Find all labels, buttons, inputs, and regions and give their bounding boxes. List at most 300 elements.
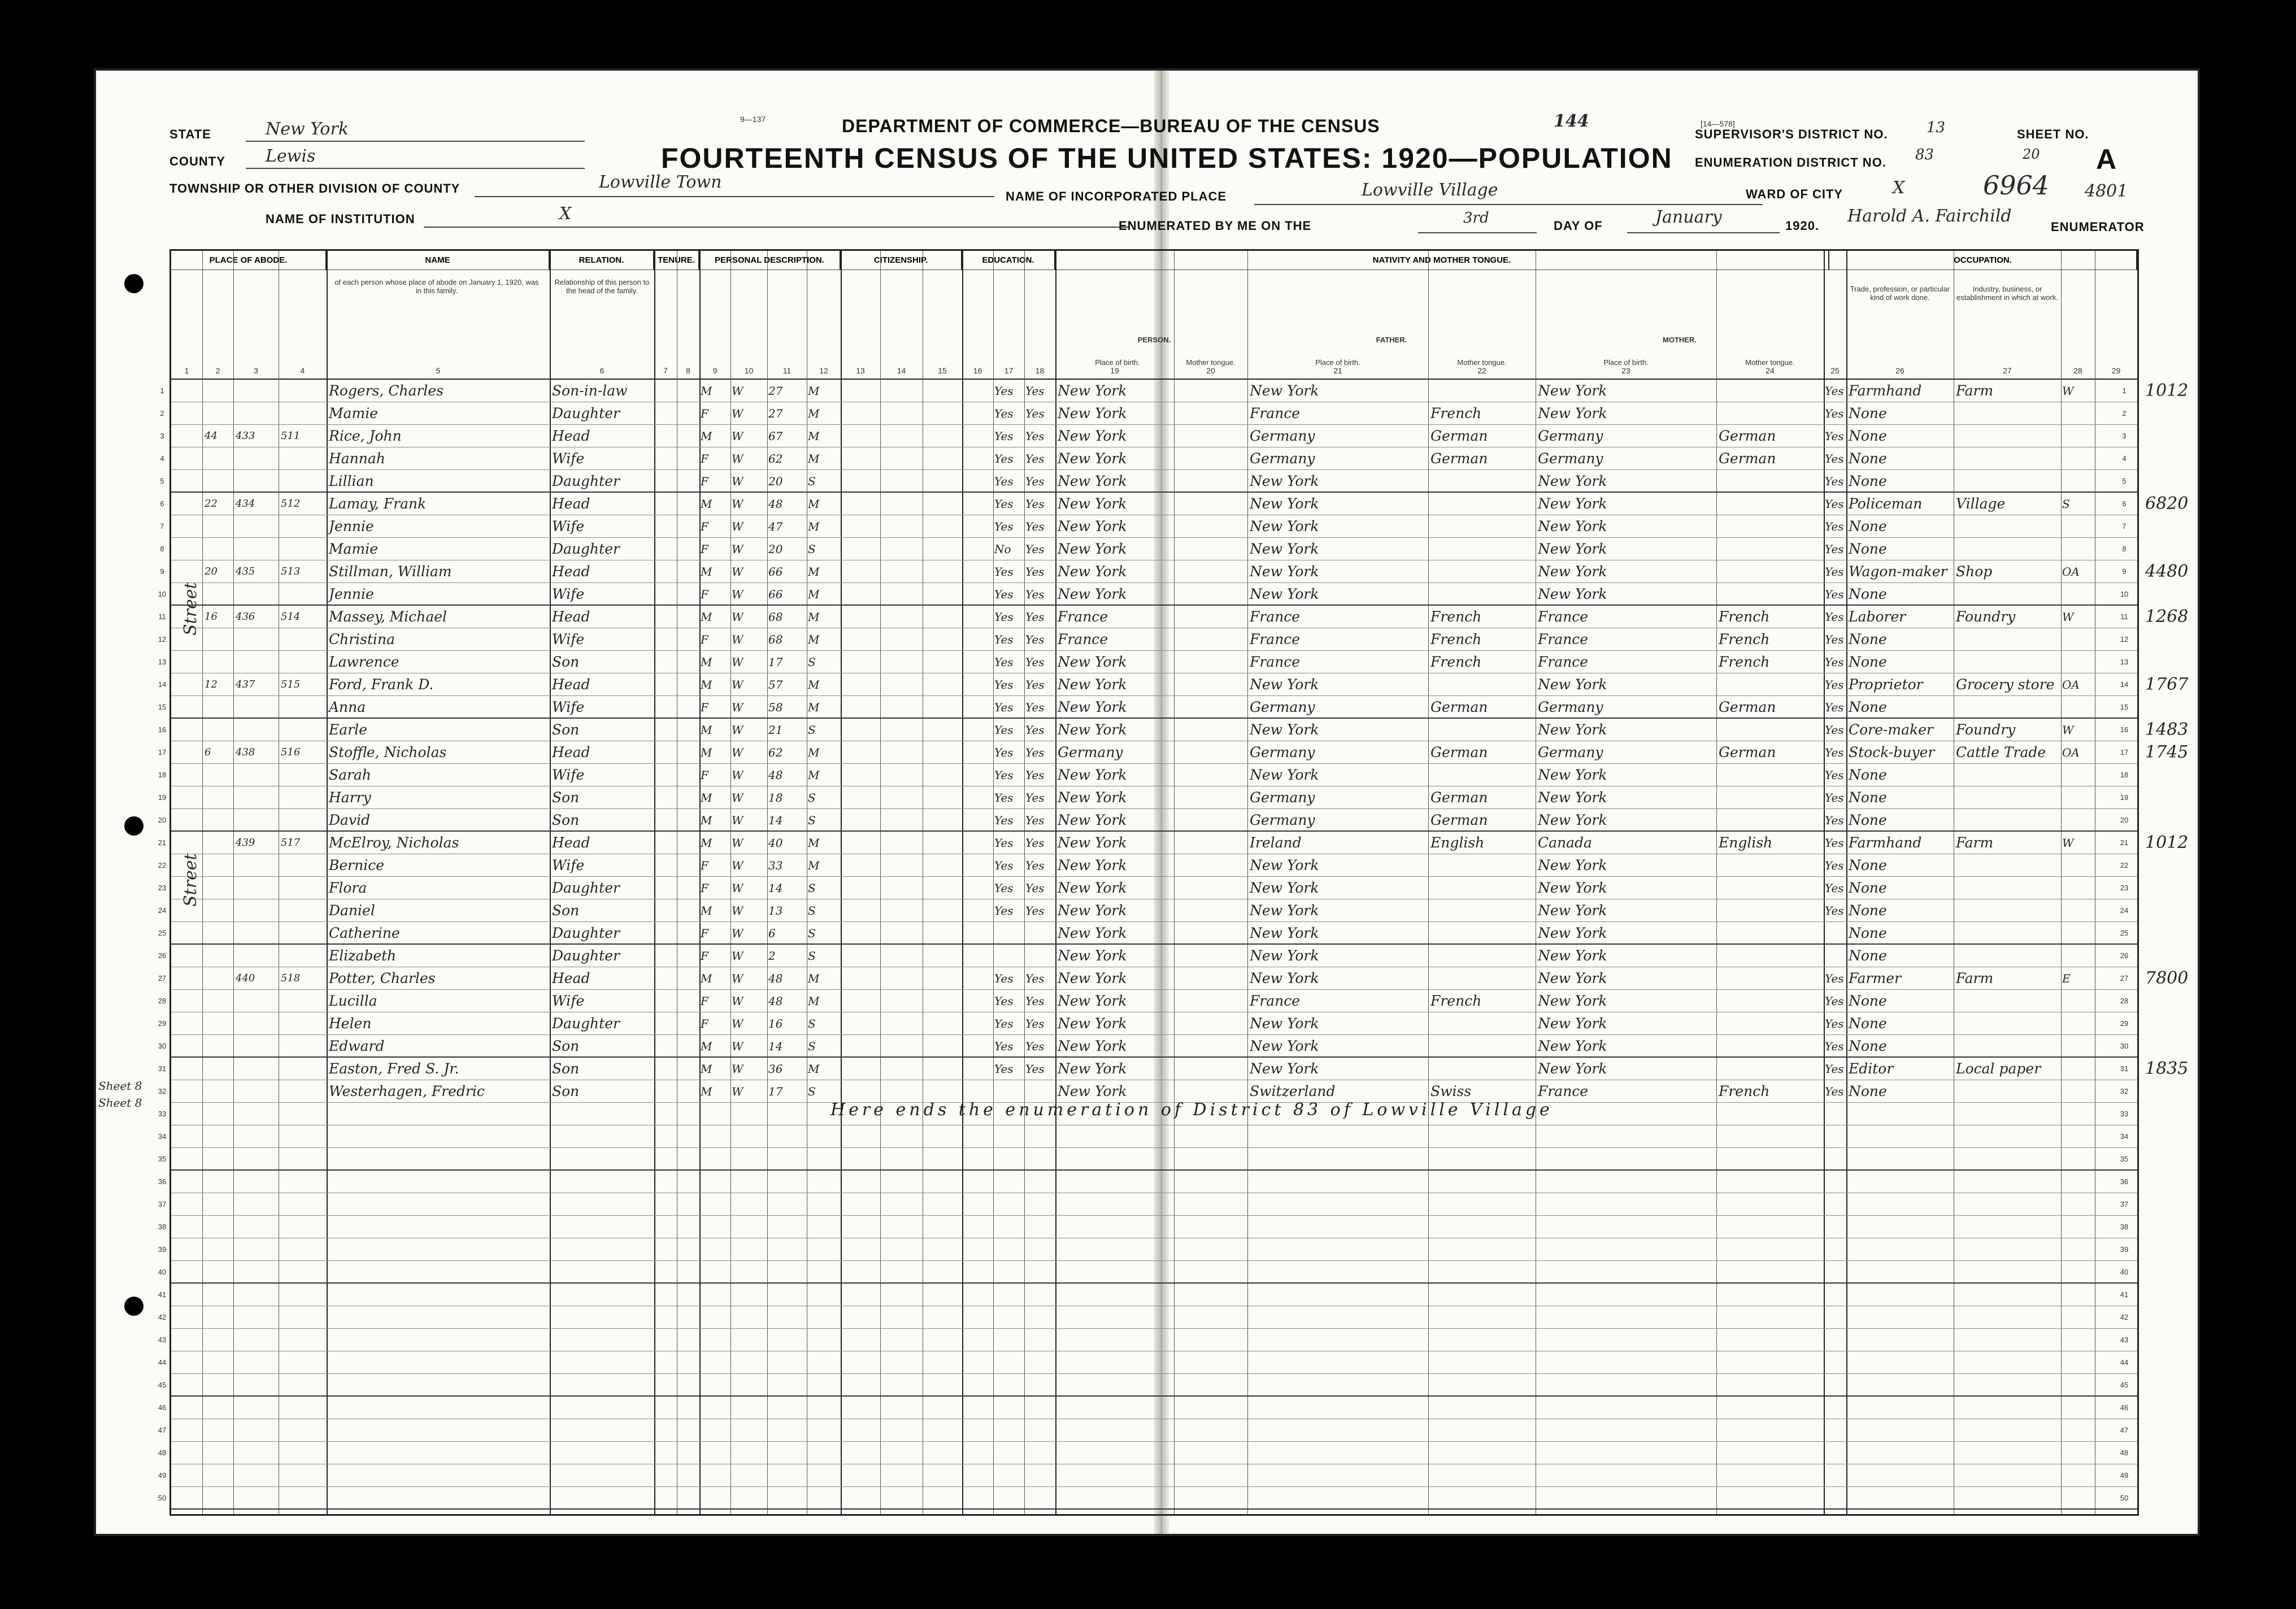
column-number: 9 bbox=[712, 366, 718, 375]
cell-m-birth: France bbox=[1538, 631, 1589, 647]
cell-birth: New York bbox=[1058, 1015, 1127, 1032]
cell-m-birth: New York bbox=[1538, 902, 1607, 919]
cell-write: Yes bbox=[1025, 972, 1045, 985]
cell-trade: Farmhand bbox=[1849, 834, 1922, 851]
table-row bbox=[158, 899, 2137, 922]
row-number: 5 bbox=[160, 477, 164, 485]
cell-marital: M bbox=[808, 701, 820, 714]
cell-color: W bbox=[732, 520, 743, 533]
cell-house: 20 bbox=[205, 566, 218, 577]
cell-relation: Wife bbox=[552, 699, 585, 715]
cell-name: Jennie bbox=[329, 586, 374, 602]
column-number: 19 bbox=[1110, 366, 1119, 375]
cell-class: W bbox=[2062, 723, 2074, 737]
cell-m-birth: New York bbox=[1538, 563, 1607, 580]
cell-name: Rogers, Charles bbox=[329, 382, 444, 399]
cell-read: Yes bbox=[994, 746, 1014, 759]
cell-birth: New York bbox=[1058, 654, 1127, 670]
table-row bbox=[158, 1148, 2137, 1171]
row-number-right: 39 bbox=[2120, 1245, 2129, 1254]
cell-relation: Wife bbox=[552, 586, 585, 602]
cell-house: 6 bbox=[205, 746, 211, 758]
cell-m-birth: New York bbox=[1538, 495, 1607, 512]
cell-birth: New York bbox=[1058, 1038, 1127, 1054]
cell-relation: Son bbox=[552, 654, 580, 670]
row-number-right: 41 bbox=[2120, 1290, 2129, 1299]
row-number: 4 bbox=[160, 454, 164, 463]
cell-age: 58 bbox=[768, 701, 783, 714]
cell-f-tongue: French bbox=[1430, 608, 1482, 625]
right-margin-number: 4480 bbox=[2145, 562, 2189, 581]
cell-house: 44 bbox=[205, 430, 218, 442]
cell-trade: None bbox=[1849, 631, 1887, 647]
cell-marital: S bbox=[808, 904, 816, 917]
cell-age: 57 bbox=[768, 678, 783, 692]
cell-sex: F bbox=[701, 927, 708, 940]
cell-f-tongue: French bbox=[1430, 654, 1482, 670]
cell-marital: M bbox=[808, 1062, 820, 1076]
cell-write: Yes bbox=[1025, 520, 1045, 533]
cell-trade: None bbox=[1849, 450, 1887, 467]
table-row bbox=[158, 719, 2189, 741]
cell-color: W bbox=[732, 384, 743, 398]
cell-f-birth: Germany bbox=[1250, 428, 1315, 444]
cell-name: McElroy, Nicholas bbox=[329, 834, 459, 851]
column-number: 27 bbox=[2003, 366, 2012, 375]
cell-trade: None bbox=[1849, 857, 1887, 873]
cell-name: Stoffle, Nicholas bbox=[329, 744, 447, 760]
cell-f-birth: New York bbox=[1250, 880, 1319, 896]
cell-m-tongue: French bbox=[1719, 631, 1770, 647]
cell-sex: M bbox=[701, 1040, 712, 1053]
row-number-right: 49 bbox=[2120, 1471, 2129, 1480]
cell-trade: Stock-buyer bbox=[1849, 744, 1935, 760]
cell-f-birth: New York bbox=[1250, 1015, 1319, 1032]
table-row bbox=[158, 1306, 2137, 1329]
cell-dwelling: 440 bbox=[236, 972, 255, 984]
cell-trade: None bbox=[1849, 541, 1887, 557]
cell-name: Stillman, William bbox=[329, 563, 452, 580]
row-number: 49 bbox=[158, 1471, 167, 1480]
row-number-right: 34 bbox=[2120, 1132, 2129, 1141]
cell-relation: Daughter bbox=[552, 405, 620, 421]
cell-trade: None bbox=[1849, 699, 1887, 715]
cell-relation: Wife bbox=[552, 993, 585, 1009]
cell-class: OA bbox=[2062, 565, 2080, 579]
cell-age: 14 bbox=[768, 881, 783, 895]
mother-birth-heading: Place of birth. bbox=[1603, 358, 1649, 367]
cell-sex: M bbox=[701, 655, 712, 669]
cell-relation: Wife bbox=[552, 767, 585, 783]
cell-age: 36 bbox=[768, 1062, 783, 1076]
table-row bbox=[160, 447, 2137, 470]
cell-industry: Foundry bbox=[1956, 608, 2016, 625]
cell-write: Yes bbox=[1025, 881, 1045, 895]
cell-m-tongue: French bbox=[1719, 1083, 1770, 1099]
state-label: STATE bbox=[169, 127, 211, 141]
cell-f-birth: New York bbox=[1250, 767, 1319, 783]
right-margin-number: 1835 bbox=[2145, 1059, 2189, 1079]
cell-birth: New York bbox=[1058, 993, 1127, 1009]
column-number: 4 bbox=[300, 366, 305, 375]
cell-birth: France bbox=[1058, 631, 1108, 647]
cell-relation: Son bbox=[552, 902, 580, 919]
row-number: 28 bbox=[158, 997, 167, 1005]
cell-color: W bbox=[732, 881, 743, 895]
cell-trade: None bbox=[1849, 473, 1887, 489]
cell-write: Yes bbox=[1025, 565, 1045, 579]
cell-birth: New York bbox=[1058, 428, 1127, 444]
cell-english: Yes bbox=[1825, 520, 1844, 533]
cell-name: Mamie bbox=[329, 541, 378, 557]
cell-birth: New York bbox=[1058, 902, 1127, 919]
row-number: 19 bbox=[158, 793, 167, 802]
cell-family: 513 bbox=[281, 566, 301, 577]
cell-color: W bbox=[732, 407, 743, 420]
table-row bbox=[158, 1193, 2137, 1216]
cell-english: Yes bbox=[1825, 384, 1844, 398]
cell-birth: France bbox=[1058, 608, 1108, 625]
cell-color: W bbox=[732, 972, 743, 985]
cell-dwelling: 436 bbox=[236, 611, 255, 623]
row-number-right: 11 bbox=[2120, 612, 2128, 621]
cell-color: W bbox=[732, 768, 743, 782]
row-number: 1 bbox=[160, 386, 164, 395]
row-number-right: 23 bbox=[2120, 884, 2129, 892]
cell-m-tongue: German bbox=[1719, 450, 1776, 467]
row-number: 50 bbox=[158, 1494, 167, 1502]
cell-f-birth: New York bbox=[1250, 563, 1319, 580]
cell-m-birth: New York bbox=[1538, 947, 1607, 964]
cell-industry: Farm bbox=[1956, 970, 1994, 986]
cell-f-tongue: French bbox=[1430, 405, 1482, 421]
cell-english: Yes bbox=[1825, 678, 1844, 692]
table-row bbox=[158, 786, 2137, 809]
row-number: 27 bbox=[158, 974, 167, 982]
row-number: 8 bbox=[160, 545, 164, 553]
cell-birth: New York bbox=[1058, 405, 1127, 421]
cell-age: 14 bbox=[768, 814, 783, 827]
cell-write: Yes bbox=[1025, 859, 1045, 872]
cell-marital: M bbox=[808, 565, 820, 579]
cell-m-birth: New York bbox=[1538, 925, 1607, 941]
institution-label: NAME OF INSTITUTION bbox=[266, 212, 415, 226]
cell-read: Yes bbox=[994, 723, 1014, 737]
cell-marital: S bbox=[808, 814, 816, 827]
row-number: 13 bbox=[158, 658, 167, 666]
cell-english: Yes bbox=[1825, 1040, 1844, 1053]
row-number-right: 24 bbox=[2120, 906, 2129, 915]
right-margin-number: 1483 bbox=[2145, 720, 2189, 740]
cell-f-birth: New York bbox=[1250, 970, 1319, 986]
row-number: 43 bbox=[158, 1336, 167, 1344]
row-number-right: 17 bbox=[2120, 748, 2129, 756]
cell-marital: M bbox=[808, 859, 820, 872]
cell-class: OA bbox=[2062, 746, 2080, 759]
cell-marital: M bbox=[808, 746, 820, 759]
row-number-right: 45 bbox=[2120, 1381, 2129, 1389]
cell-class: W bbox=[2062, 384, 2074, 398]
column-number: 17 bbox=[1004, 366, 1014, 375]
cell-m-birth: New York bbox=[1538, 1038, 1607, 1054]
cell-age: 47 bbox=[768, 520, 783, 533]
cell-english: Yes bbox=[1825, 588, 1844, 601]
cell-house: 16 bbox=[205, 611, 218, 623]
cell-relation: Son-in-law bbox=[552, 382, 628, 399]
cell-f-birth: Ireland bbox=[1250, 834, 1302, 851]
cell-color: W bbox=[732, 678, 743, 692]
row-number-right: 22 bbox=[2120, 861, 2129, 869]
incorporated-label: NAME OF INCORPORATED PLACE bbox=[1006, 189, 1227, 203]
cell-sex: F bbox=[701, 407, 708, 420]
cell-sex: M bbox=[701, 814, 712, 827]
cell-read: Yes bbox=[994, 791, 1014, 804]
cell-trade: None bbox=[1849, 947, 1887, 964]
row-number-right: 19 bbox=[2120, 793, 2129, 802]
cell-sex: F bbox=[701, 633, 708, 646]
cell-relation: Head bbox=[552, 676, 590, 693]
table-row bbox=[158, 1442, 2137, 1464]
cell-relation: Head bbox=[552, 970, 590, 986]
cell-family: 516 bbox=[281, 746, 301, 758]
row-number: 38 bbox=[158, 1223, 167, 1231]
cell-relation: Daughter bbox=[552, 880, 620, 896]
cell-name: Harry bbox=[329, 789, 371, 806]
cell-trade: None bbox=[1849, 925, 1887, 941]
column-number: 12 bbox=[819, 366, 828, 375]
cell-sex: F bbox=[701, 994, 708, 1008]
form-number: 9—137 bbox=[740, 115, 766, 124]
cell-relation: Daughter bbox=[552, 541, 620, 557]
cell-birth: New York bbox=[1058, 676, 1127, 693]
column-number: 22 bbox=[1477, 366, 1486, 375]
cell-read: Yes bbox=[994, 452, 1014, 466]
table-row bbox=[158, 1464, 2137, 1487]
cell-trade: Wagon-maker bbox=[1849, 563, 1947, 580]
row-number-right: 16 bbox=[2120, 725, 2129, 734]
table-row bbox=[158, 1374, 2137, 1397]
cell-sex: M bbox=[701, 1062, 712, 1076]
cell-read: Yes bbox=[994, 429, 1014, 443]
census-rows bbox=[158, 380, 2189, 1514]
cell-read: Yes bbox=[994, 859, 1014, 872]
table-row bbox=[160, 425, 2137, 447]
table-row bbox=[158, 1035, 2137, 1058]
end-of-district-note: Here ends the enumeration of District 83 of Lowville Village bbox=[830, 1100, 1553, 1120]
cell-age: 33 bbox=[768, 859, 783, 872]
table-row bbox=[158, 1125, 2137, 1148]
cell-f-birth: New York bbox=[1250, 721, 1319, 738]
cell-m-tongue: German bbox=[1719, 428, 1776, 444]
cell-sex: M bbox=[701, 791, 712, 804]
row-number-right: 30 bbox=[2120, 1042, 2129, 1050]
cell-sex: F bbox=[701, 542, 708, 556]
cell-color: W bbox=[732, 1085, 743, 1098]
row-number-right: 5 bbox=[2122, 477, 2127, 485]
cell-english: Yes bbox=[1825, 881, 1844, 895]
binder-hole bbox=[124, 274, 144, 293]
cell-read: Yes bbox=[994, 633, 1014, 646]
cell-name: Daniel bbox=[329, 902, 375, 919]
cell-write: Yes bbox=[1025, 836, 1045, 850]
row-number: 29 bbox=[158, 1019, 167, 1028]
cell-f-tongue: German bbox=[1430, 744, 1488, 760]
cell-m-birth: New York bbox=[1538, 1060, 1607, 1077]
cell-relation: Head bbox=[552, 744, 590, 760]
cell-write: Yes bbox=[1025, 1040, 1045, 1053]
cell-name: Helen bbox=[329, 1015, 372, 1032]
cell-f-tongue: English bbox=[1430, 834, 1485, 851]
cell-write: Yes bbox=[1025, 701, 1045, 714]
cell-age: 40 bbox=[768, 836, 783, 850]
row-number: 16 bbox=[158, 725, 167, 734]
table-row bbox=[158, 606, 2189, 628]
cell-trade: None bbox=[1849, 767, 1887, 783]
margin-number-2: 4801 bbox=[2085, 181, 2128, 201]
cell-relation: Son bbox=[552, 721, 580, 738]
table-row bbox=[158, 1329, 2137, 1351]
cell-name: David bbox=[329, 812, 371, 828]
cell-birth: New York bbox=[1058, 473, 1127, 489]
cell-trade: None bbox=[1849, 812, 1887, 828]
cell-m-birth: New York bbox=[1538, 676, 1607, 693]
enumerator-name: Harold A. Fairchild bbox=[1847, 206, 2012, 226]
cell-name: Earle bbox=[329, 721, 367, 738]
cell-read: Yes bbox=[994, 768, 1014, 782]
cell-sex: M bbox=[701, 972, 712, 985]
cell-f-birth: New York bbox=[1250, 382, 1319, 399]
row-number: 25 bbox=[158, 929, 167, 937]
right-margin-number: 1767 bbox=[2145, 675, 2189, 694]
cell-trade: None bbox=[1849, 880, 1887, 896]
column-number: 5 bbox=[436, 366, 441, 375]
cell-sex: M bbox=[701, 904, 712, 917]
cell-f-birth: New York bbox=[1250, 473, 1319, 489]
cell-name: Bernice bbox=[329, 857, 385, 873]
relation-description: Relationship of this person to the head of the family. bbox=[554, 278, 650, 295]
row-number-right: 7 bbox=[2122, 522, 2127, 530]
cell-dwelling: 434 bbox=[236, 498, 255, 510]
cell-trade: None bbox=[1849, 902, 1887, 919]
cell-color: W bbox=[732, 859, 743, 872]
month-underline bbox=[1627, 232, 1780, 233]
cell-m-birth: New York bbox=[1538, 518, 1607, 534]
row-number: 42 bbox=[158, 1313, 167, 1321]
institution-underline bbox=[424, 227, 1130, 228]
cell-f-birth: Switzerland bbox=[1250, 1083, 1336, 1099]
cell-f-birth: New York bbox=[1250, 518, 1319, 534]
cell-sex: F bbox=[701, 859, 708, 872]
cell-sex: F bbox=[701, 475, 708, 488]
cell-age: 16 bbox=[768, 1017, 783, 1030]
row-number: 39 bbox=[158, 1245, 167, 1254]
table-row bbox=[158, 1171, 2137, 1193]
cell-age: 66 bbox=[768, 565, 783, 579]
cell-write: Yes bbox=[1025, 1017, 1045, 1030]
row-number: 6 bbox=[160, 499, 164, 508]
census-title: FOURTEENTH CENSUS OF THE UNITED STATES: 1920—POPULATION bbox=[661, 142, 1673, 174]
cell-english: Yes bbox=[1825, 701, 1844, 714]
cell-industry: Shop bbox=[1956, 563, 1993, 580]
state-underline bbox=[246, 141, 585, 142]
cell-english: Yes bbox=[1825, 655, 1844, 669]
cell-english: Yes bbox=[1825, 836, 1844, 850]
row-number-right: 8 bbox=[2122, 545, 2127, 553]
row-number: 48 bbox=[158, 1449, 167, 1457]
cell-sex: F bbox=[701, 701, 708, 714]
cell-read: Yes bbox=[994, 1062, 1014, 1076]
cell-family: 515 bbox=[281, 679, 301, 690]
cell-f-birth: Germany bbox=[1250, 744, 1315, 760]
column-number: 6 bbox=[599, 366, 605, 375]
row-number-right: 31 bbox=[2120, 1064, 2129, 1073]
cell-relation: Wife bbox=[552, 631, 585, 647]
row-number-right: 36 bbox=[2120, 1177, 2129, 1186]
cell-write: Yes bbox=[1025, 588, 1045, 601]
cell-m-birth: France bbox=[1538, 654, 1589, 670]
cell-birth: New York bbox=[1058, 767, 1127, 783]
cell-birth: New York bbox=[1058, 586, 1127, 602]
cell-english: Yes bbox=[1825, 475, 1844, 488]
supervisor-value: 13 bbox=[1927, 119, 1946, 136]
cell-m-birth: Germany bbox=[1538, 699, 1603, 715]
cell-read: Yes bbox=[994, 407, 1014, 420]
enumeration-label: ENUMERATION DISTRICT NO. bbox=[1695, 155, 1886, 169]
page-stamp: 144 bbox=[1554, 111, 1589, 131]
cell-age: 14 bbox=[768, 1040, 783, 1053]
cell-trade: None bbox=[1849, 789, 1887, 806]
state-value: New York bbox=[266, 119, 349, 139]
cell-color: W bbox=[732, 927, 743, 940]
cell-age: 62 bbox=[768, 452, 783, 466]
street-note-1: Street bbox=[181, 582, 201, 636]
table-row bbox=[160, 470, 2137, 493]
cell-english: Yes bbox=[1825, 1062, 1844, 1076]
sheet-value: 20 bbox=[2023, 146, 2040, 162]
cell-f-birth: Germany bbox=[1250, 812, 1315, 828]
table-row bbox=[158, 854, 2137, 877]
cell-read: Yes bbox=[994, 972, 1014, 985]
cell-read: Yes bbox=[994, 1017, 1014, 1030]
table-row bbox=[158, 764, 2137, 786]
cell-family: 512 bbox=[281, 498, 301, 510]
column-number: 25 bbox=[1830, 366, 1840, 375]
township-value: Lowville Town bbox=[599, 172, 722, 192]
table-row bbox=[158, 1284, 2137, 1306]
cell-m-birth: New York bbox=[1538, 970, 1607, 986]
cell-english: Yes bbox=[1825, 746, 1844, 759]
row-number: 35 bbox=[158, 1155, 167, 1163]
group-personal: PERSONAL DESCRIPTION. bbox=[699, 251, 841, 270]
row-number: 17 bbox=[158, 748, 167, 756]
cell-marital: S bbox=[808, 881, 816, 895]
cell-age: 27 bbox=[768, 407, 783, 420]
cell-color: W bbox=[732, 452, 743, 466]
cell-marital: M bbox=[808, 678, 820, 692]
cell-f-tongue: German bbox=[1430, 699, 1488, 715]
table-row bbox=[160, 560, 2189, 583]
cell-family: 517 bbox=[281, 837, 301, 849]
row-number: 46 bbox=[158, 1403, 167, 1412]
cell-color: W bbox=[732, 701, 743, 714]
cell-birth: New York bbox=[1058, 721, 1127, 738]
table-row bbox=[158, 1080, 2137, 1103]
cell-industry: Village bbox=[1956, 495, 2006, 512]
cell-english: Yes bbox=[1825, 452, 1844, 466]
cell-age: 20 bbox=[768, 475, 783, 488]
row-number-right: 37 bbox=[2120, 1200, 2129, 1208]
table-row bbox=[158, 1419, 2137, 1442]
